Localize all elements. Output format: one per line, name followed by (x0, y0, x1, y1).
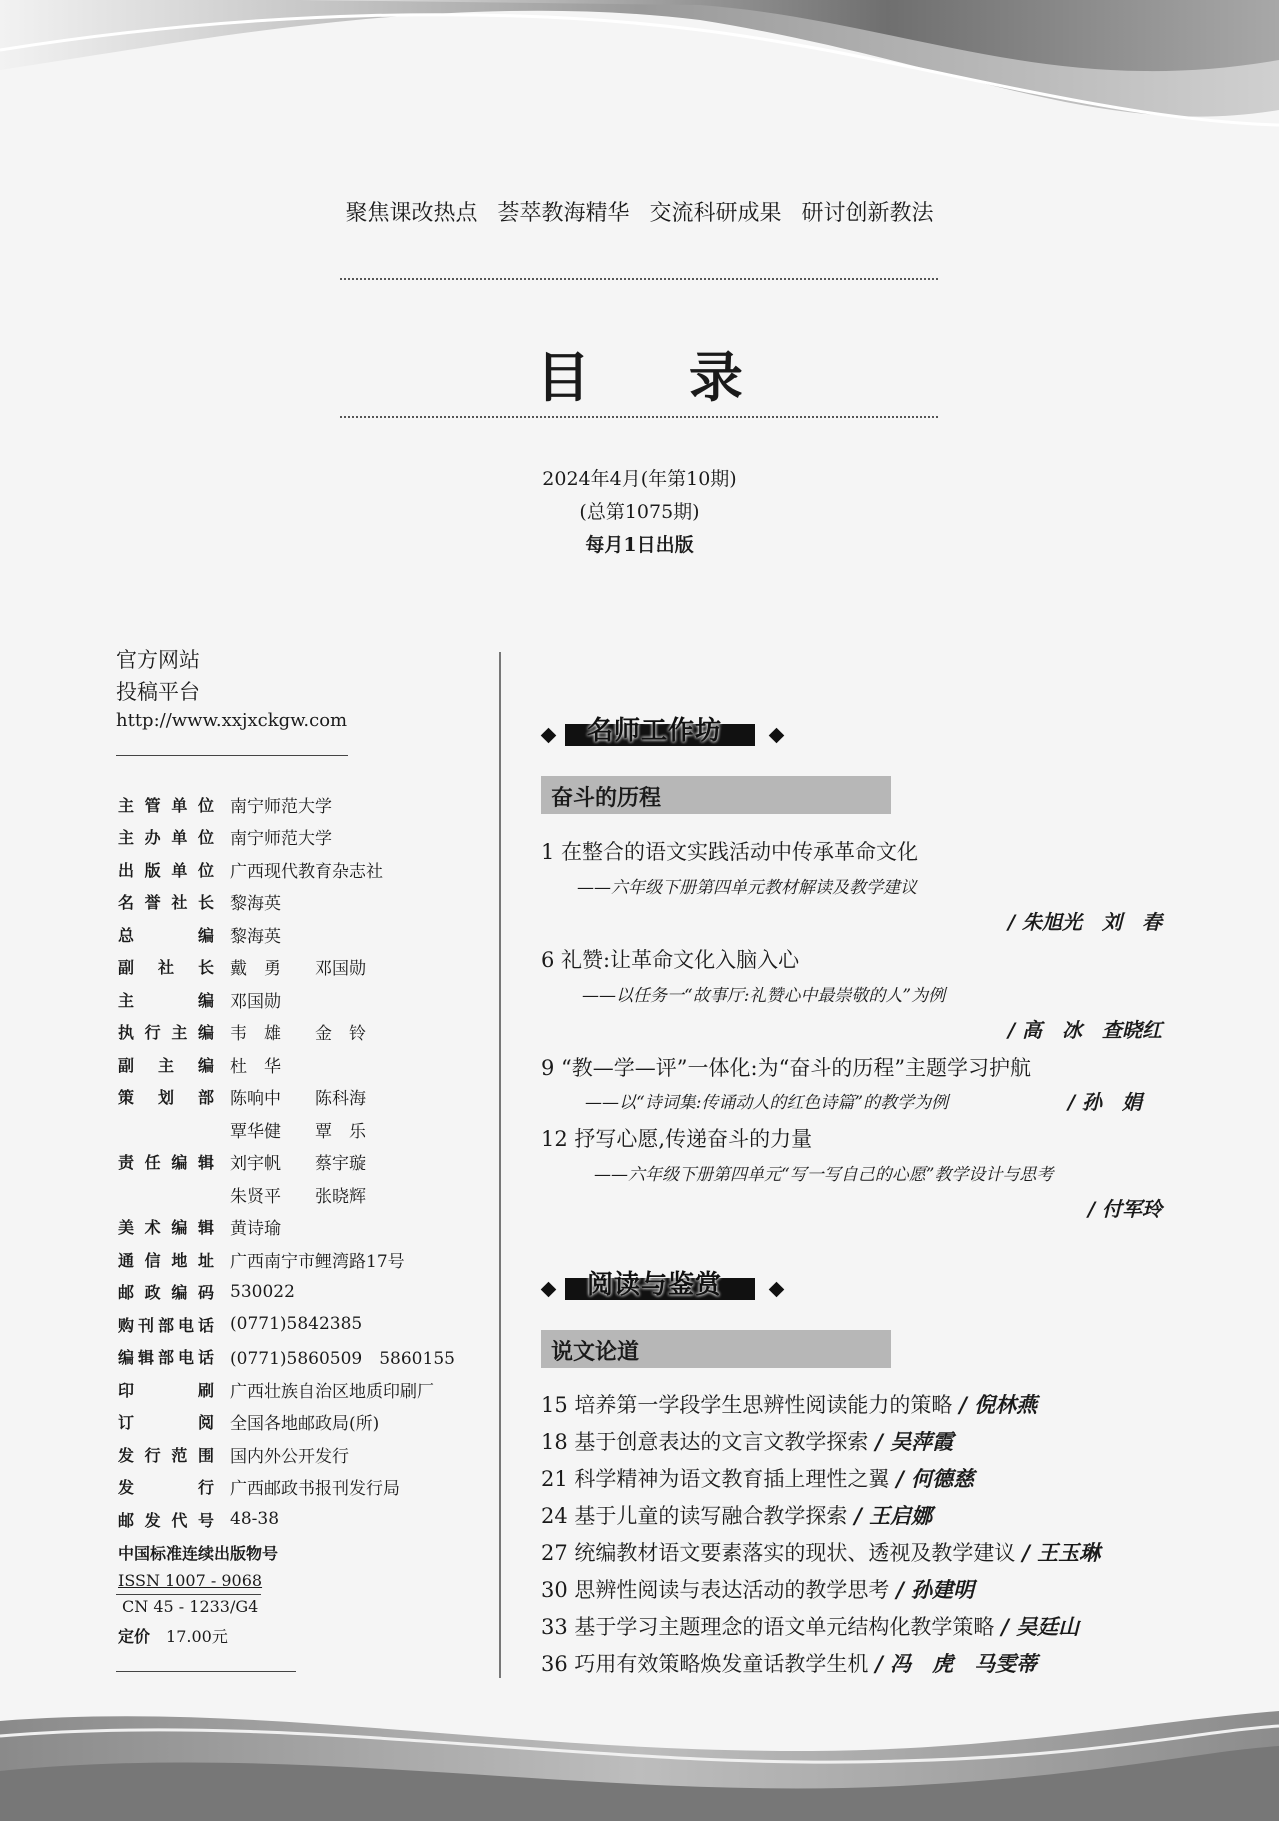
cn-number: CN 45 - 1233/G4 (122, 1597, 259, 1616)
issn-divider (116, 1594, 261, 1595)
info-row: 覃华健 覃 乐 (230, 1121, 366, 1142)
info-row: 购刊部电话 (0771)5842385 (118, 1314, 363, 1335)
article-entry[interactable]: 18 基于创意表达的文言文教学探索 / 吴萍霞 (541, 1429, 954, 1454)
article-subtitle: ——六年级下册第四单元“写一写自己的心愿”教学设计与思考 (594, 1165, 1054, 1185)
site-label: 官方网站 (116, 648, 200, 672)
toc-title: 目 录 (536, 346, 783, 409)
article-author: / 高 冰 查晓红 (1007, 1018, 1162, 1042)
publication-info (118, 788, 488, 1536)
website-url[interactable]: http://www.xxjxckgw.com (116, 710, 348, 731)
info-row: 主编 邓国勋 (118, 990, 281, 1012)
article-entry[interactable]: 36 巧用有效策略焕发童话教学生机 / 冯 虎 马雯蒂 (541, 1651, 1038, 1676)
bottom-wave-decoration (0, 1691, 1279, 1821)
dotted-divider-bottom (340, 416, 938, 418)
slogan-2: 荟萃教海精华 (497, 201, 630, 226)
info-row: 主管单位 南宁师范大学 (118, 795, 332, 817)
info-row: 邮发代号 48-38 (118, 1509, 280, 1530)
info-row: 副社长 戴 勇 邓国勋 (118, 958, 366, 980)
article-title[interactable]: 12 抒写心愿,传递奋斗的力量 (541, 1127, 813, 1151)
info-row: 邮政编码 530022 (118, 1281, 295, 1303)
sidebar-bottom-line (116, 1671, 296, 1672)
article-title[interactable]: 1 在整合的语文实践活动中传承革命文化 (541, 840, 919, 864)
info-row: 订阅 全国各地邮政局(所) (118, 1413, 380, 1435)
section-heading-mingshi: 名师工作坊 (543, 722, 793, 746)
info-row: 总编 黎海英 (118, 925, 281, 947)
dotted-divider-top (340, 278, 938, 280)
subsection-heading-fendou: 奋斗的历程 (541, 776, 891, 814)
info-row: 发行 广西邮政书报刊发行局 (118, 1478, 400, 1500)
info-row: 主办单位 南宁师范大学 (118, 828, 332, 850)
section-heading-yuedu: 阅读与鉴赏 (543, 1276, 793, 1300)
issn: ISSN 1007 - 9068 (118, 1571, 263, 1590)
info-row: 出版单位 广西现代教育杂志社 (118, 860, 383, 882)
info-row: 发行范围 国内外公开发行 (118, 1445, 349, 1467)
slogan-line (0, 196, 1279, 227)
issue-date: 2024年4月(年第10期) (542, 468, 737, 490)
article-entry[interactable]: 27 统编教材语文要素落实的现状、透视及教学建议 / 王玉琳 (541, 1540, 1101, 1565)
price: 定价 17.00元 (118, 1627, 228, 1646)
submit-label: 投稿平台 (116, 680, 200, 704)
diamond-icon (769, 1282, 785, 1298)
info-row: 策划部 陈响中 陈科海 (118, 1088, 366, 1110)
article-title[interactable]: 6 礼赞:让革命文化入脑入心 (541, 948, 800, 972)
info-row: 编辑部电话 (0771)5860509 5860155 (118, 1348, 455, 1370)
article-subtitle: ——以任务一“故事厅:礼赞心中最崇敬的人”为例 (582, 986, 946, 1006)
subsection-heading-shuowen: 说文论道 (541, 1330, 891, 1368)
article-entry[interactable]: 30 思辨性阅读与表达活动的教学思考 / 孙建明 (541, 1577, 975, 1602)
sidebar-divider (116, 755, 348, 756)
article-subtitle: ——六年级下册第四单元教材解读及教学建议 (577, 878, 917, 898)
issue-schedule: 每月1日出版 (585, 534, 694, 556)
slogan-4: 研讨创新教法 (801, 201, 934, 226)
diamond-icon (541, 1282, 557, 1298)
info-row: 名誉社长 黎海英 (118, 893, 281, 915)
article-subtitle: ——以“诗词集:传诵动人的红色诗篇”的教学为例 (585, 1093, 949, 1113)
diamond-icon (769, 728, 785, 744)
article-author: / 付军玲 (1087, 1197, 1162, 1221)
issue-total: (总第1075期) (579, 501, 700, 523)
top-wave-decoration (0, 0, 1279, 150)
info-row: 责任编辑 刘宇帆 蔡宇璇 (118, 1153, 366, 1175)
info-row: 印刷 广西壮族自治区地质印刷厂 (118, 1380, 434, 1402)
slogan-1: 聚焦课改热点 (345, 201, 478, 226)
column-divider (499, 652, 501, 1678)
info-row: 执行主编 韦 雄 金 铃 (118, 1023, 366, 1045)
serial-number-label: 中国标准连续出版物号 (118, 1544, 279, 1563)
article-entry[interactable]: 21 科学精神为语文教育插上理性之翼 / 何德慈 (541, 1466, 975, 1491)
info-row: 副主编 杜 华 (118, 1055, 281, 1077)
slogan-3: 交流科研成果 (649, 201, 782, 226)
article-title[interactable]: 9 “教—学—评”一体化:为“奋斗的历程”主题学习护航 (541, 1056, 1032, 1080)
info-row: 通信地址 广西南宁市鲤湾路17号 (118, 1250, 405, 1272)
diamond-icon (541, 728, 557, 744)
info-row: 美术编辑 黄诗瑜 (118, 1218, 281, 1240)
article-author: / 孙 娟 (1067, 1090, 1142, 1114)
article-entry[interactable]: 15 培养第一学段学生思辨性阅读能力的策略 / 倪林燕 (541, 1392, 1038, 1417)
article-entry[interactable]: 24 基于儿童的读写融合教学探索 / 王启娜 (541, 1503, 933, 1528)
article-entry[interactable]: 33 基于学习主题理念的语文单元结构化教学策略 / 吴廷山 (541, 1614, 1080, 1639)
info-row: 朱贤平 张晓辉 (230, 1186, 366, 1207)
article-author: / 朱旭光 刘 春 (1007, 910, 1162, 934)
